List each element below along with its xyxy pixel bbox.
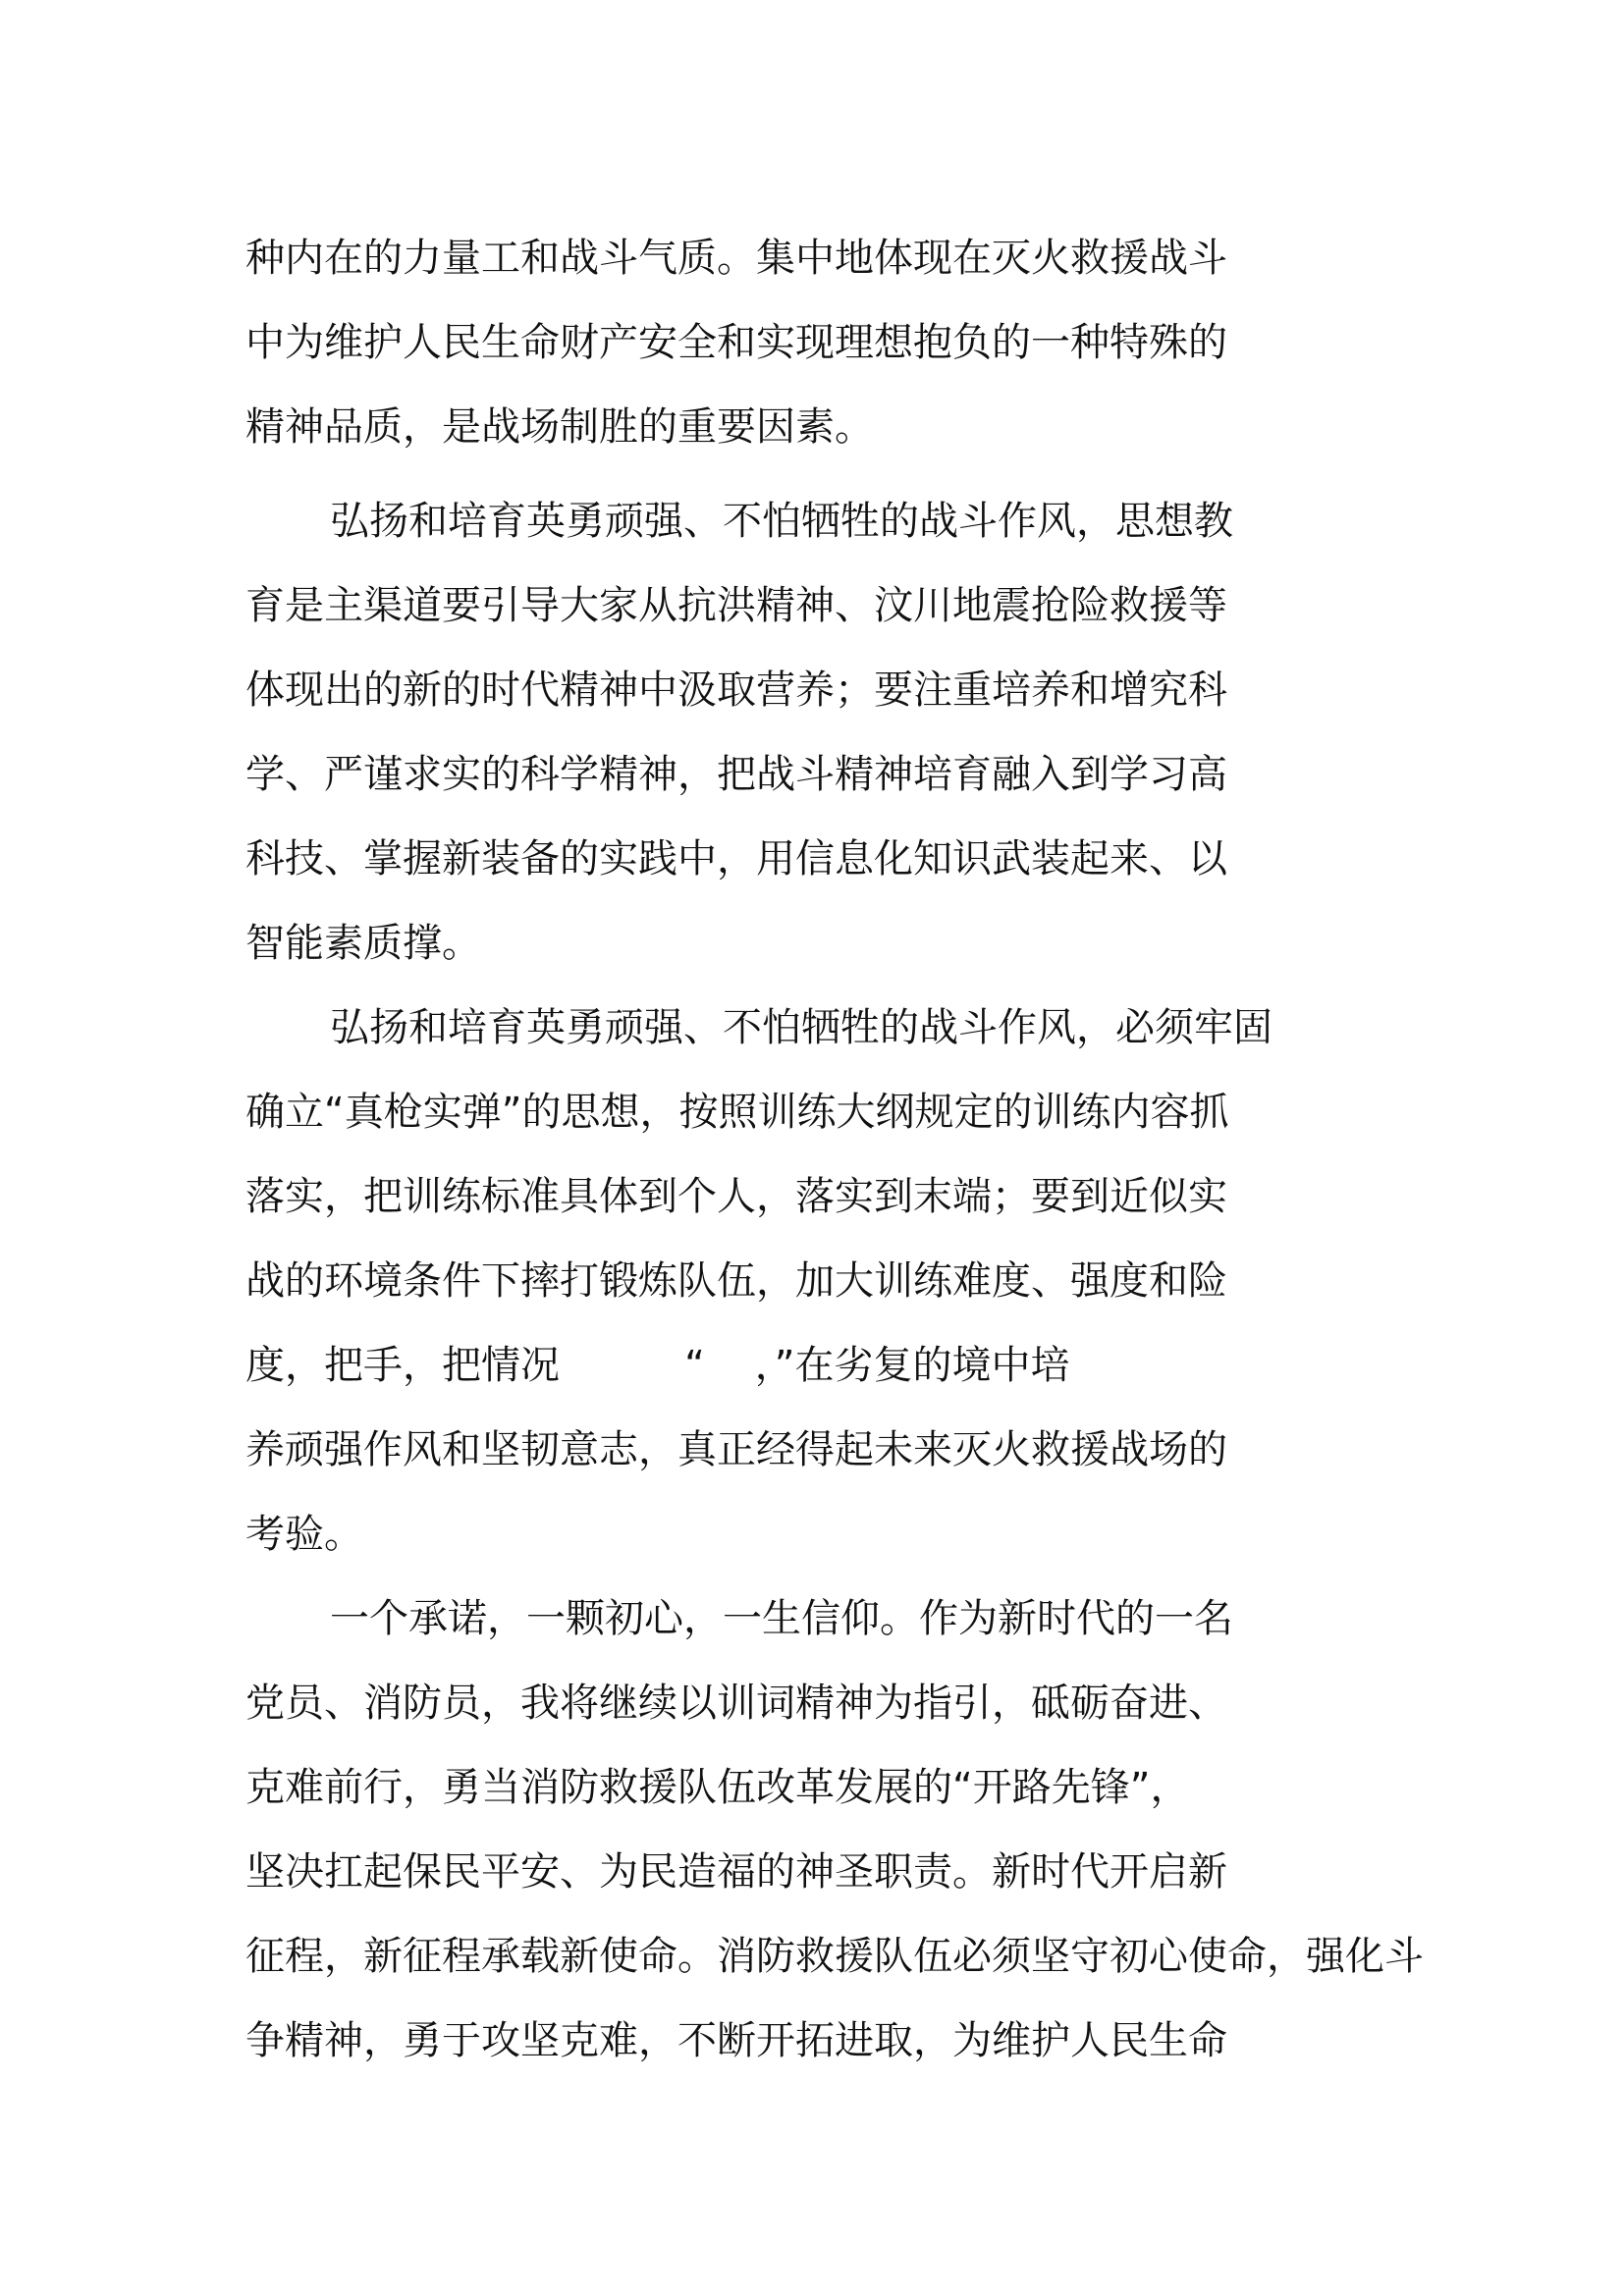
text-line: 养顽强作风和坚韧意志，真正经得起未来灭火救援战场的 — [245, 1427, 1227, 1472]
text-line: 种内在的力量工和战斗气质。集中地体现在灭火救援战斗 — [245, 236, 1227, 281]
paragraph-start-line: 弘扬和培育英勇顽强、不怕牺牲的战斗作风，思想教 — [330, 499, 1233, 544]
text-line: 克难前行，勇当消防救援队伍改革发展的“开路先锋”， — [245, 1765, 1190, 1810]
text-line: 度，把手，把情况 “ ，”在劣复的境中培 — [245, 1343, 1070, 1388]
text-line: 精神品质，是战场制胜的重要因素。 — [245, 404, 874, 450]
text-line: 科技、掌握新装备的实践中，用信息化知识武装起来、以 — [245, 836, 1227, 881]
text-line: 学、严谨求实的科学精神，把战斗精神培育融入到学习高 — [245, 752, 1227, 797]
text-line: 体现出的新的时代精神中汲取营养；要注重培养和增究科 — [245, 667, 1227, 713]
text-line: 征程，新征程承载新使命。消防救援队伍必须坚守初心使命，强化斗 — [245, 1934, 1424, 1979]
text-line: 智能素质撑。 — [245, 921, 481, 966]
text-line: 落实，把训练标准具体到个人，落实到末端；要到近似实 — [245, 1174, 1227, 1219]
text-line: 争精神，勇于攻坚克难，不断开拓进取，为维护人民生命 — [245, 2018, 1227, 2063]
text-line: 育是主渠道要引导大家从抗洪精神、汶川地震抢险救援等 — [245, 583, 1227, 628]
text-line: 考验。 — [245, 1512, 363, 1557]
paragraph-start-line: 弘扬和培育英勇顽强、不怕牺牲的战斗作风，必须牢固 — [330, 1005, 1272, 1050]
text-line: 坚决扛起保民平安、为民造福的神圣职责。新时代开启新 — [245, 1849, 1227, 1895]
text-line: 确立“真枪实弹”的思想，按照训练大纲规定的训练内容抓 — [245, 1090, 1229, 1135]
text-line: 战的环境条件下摔打锻炼队伍，加大训练难度、强度和险 — [245, 1258, 1227, 1304]
paragraph-start-line: 一个承诺，一颗初心，一生信仰。作为新时代的一名 — [330, 1596, 1233, 1641]
text-line: 中为维护人民生命财产安全和实现理想抱负的一种特殊的 — [245, 320, 1227, 365]
text-line: 党员、消防员，我将继续以训词精神为指引，砥砺奋进、 — [245, 1681, 1227, 1726]
